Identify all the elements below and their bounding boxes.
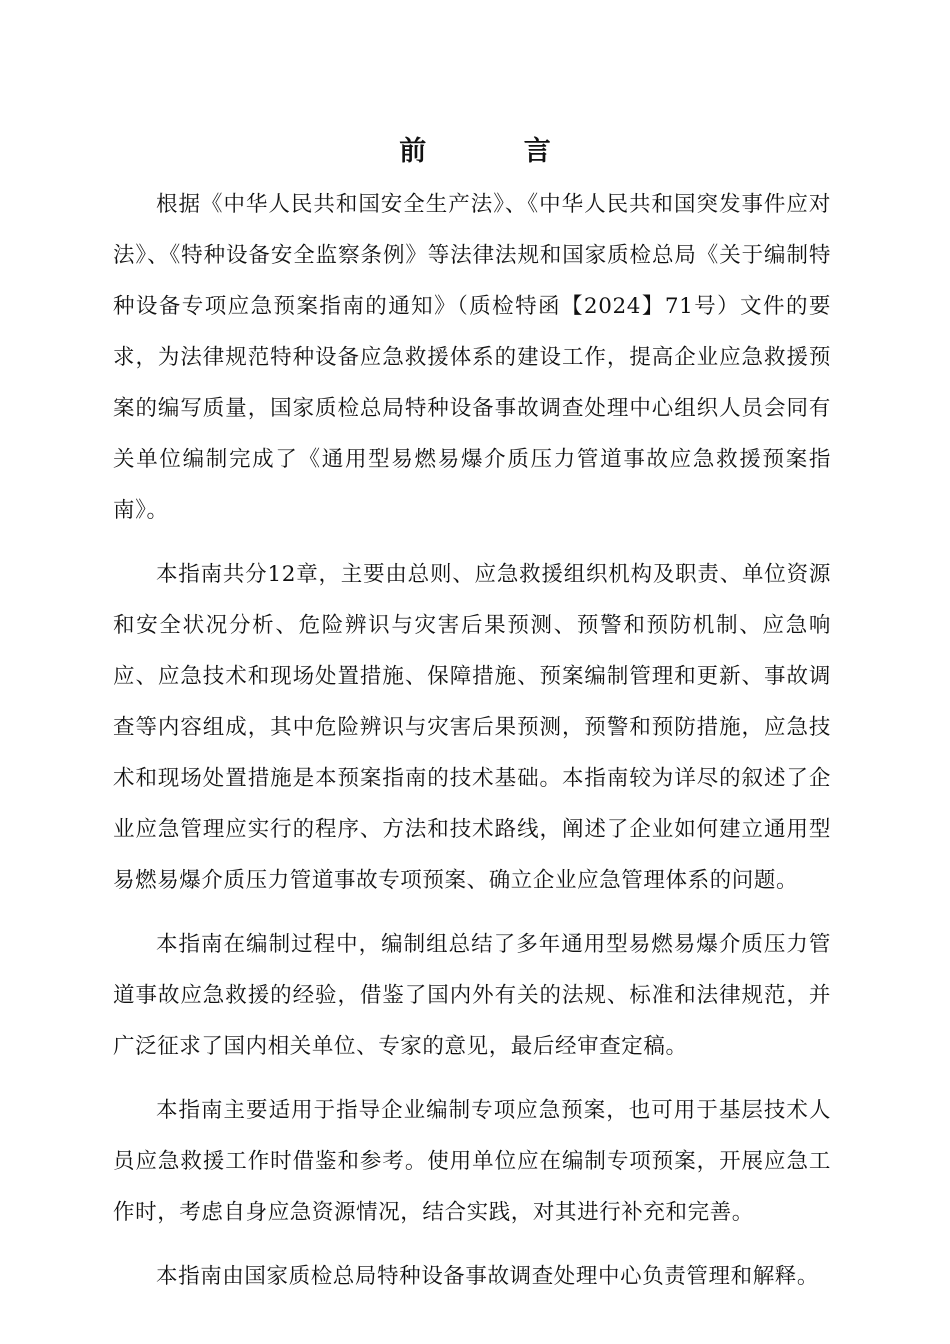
- paragraph-responsibility: 本指南由国家质检总局特种设备事故调查处理中心负责管理和解释。: [156, 1264, 820, 1289]
- paragraph-structure: 本指南共分12章，主要由总则、应急救援组织机构及职责、单位资源和安全状况分析、危险辨识与灾害后果预测、预警和预防机制、应急响应、应急技术和现场处置措施、保障措施、预案编制管理和更新、事故调查等内容组成，其中危险辨识与灾害后果预测，预警和预防措施，应急技术和现场处置措施是本预案指南的技术基础。本指南较为详尽的叙述了企业应急管理应实行的程序、方法和技术路线，阐述了企业如何建立通用型易燃易爆介质压力管道事故专项预案、确立企业应急管理体系的问题。: [113, 562, 831, 893]
- paragraph-basis: 根据《中华人民共和国安全生产法》、《中华人民共和国突发事件应对法》、《特种设备安全监察条例》等法律法规和国家质检总局《关于编制特种设备专项应急预案指南的通知》（质检特函【2024】71号）文件的要求，为法律规范特种设备应急救援体系的建设工作，提高企业应急救援预案的编写质量，国家质检总局特种设备事故调查处理中心组织人员会同有关单位编制完成了《通用型易燃易爆介质压力管道事故应急救援预案指南》。: [113, 192, 831, 523]
- paragraph-applicability: 本指南主要适用于指导企业编制专项应急预案，也可用于基层技术人员应急救援工作时借鉴和参考。使用单位应在编制专项预案，开展应急工作时，考虑自身应急资源情况，结合实践，对其进行补充和完善。: [113, 1098, 831, 1225]
- page-title: 前 言: [399, 136, 595, 167]
- document-body: [113, 179, 831, 1315]
- paragraph-compilation: 本指南在编制过程中，编制组总结了多年通用型易燃易爆介质压力管道事故应急救援的经验，借鉴了国内外有关的法规、标准和法律规范，并广泛征求了国内相关单位、专家的意见，最后经审查定稿。: [113, 932, 831, 1059]
